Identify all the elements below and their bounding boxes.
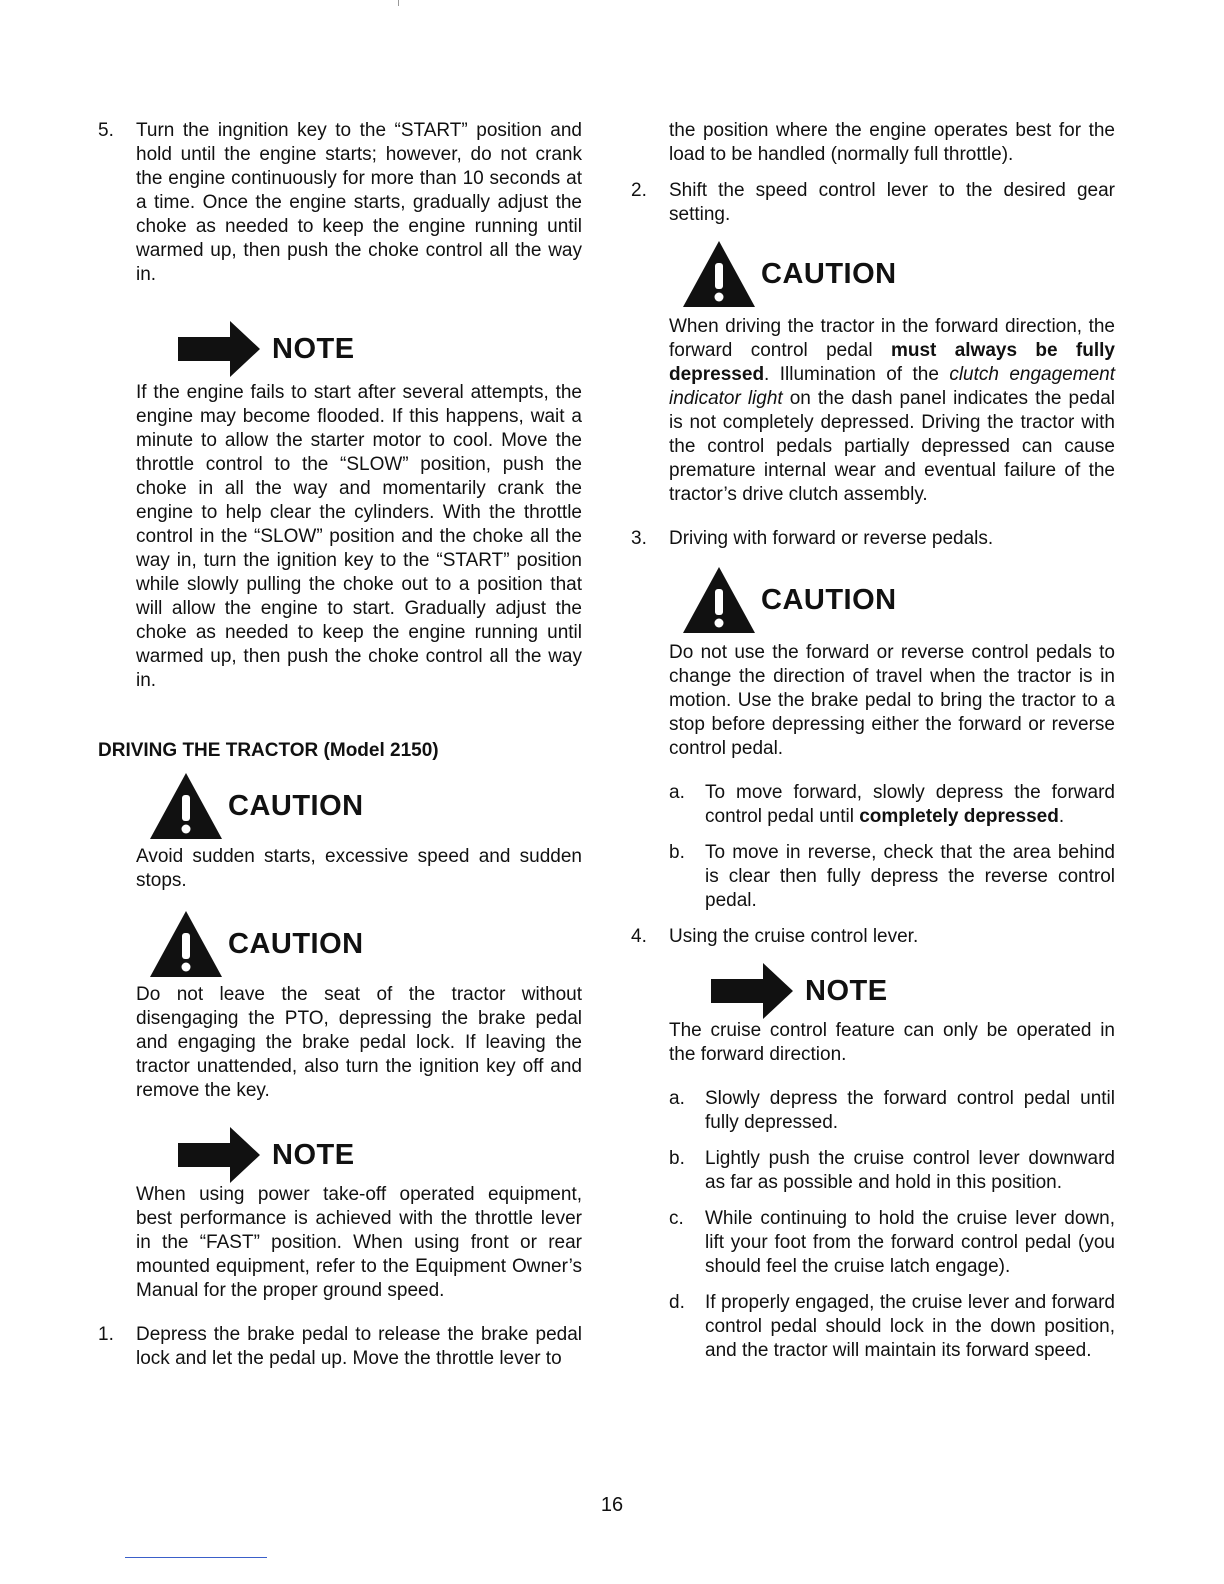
arrow-icon bbox=[178, 1127, 260, 1183]
caution-callout bbox=[683, 241, 1115, 307]
caution-title: CAUTION bbox=[228, 927, 364, 960]
step-text: Shift the speed control lever to the desired gear setting. bbox=[669, 180, 1115, 225]
section-heading: DRIVING THE TRACTOR (Model 2150) bbox=[98, 740, 439, 761]
step-4d bbox=[631, 1291, 1115, 1363]
warning-icon bbox=[150, 911, 222, 977]
caution-text: Do not leave the seat of the tractor without disengaging the PTO, depressing the brake pedal and engaging the brake pedal lock. If leaving the tractor unattended, also turn the ignition key off and remove the key. bbox=[136, 984, 582, 1101]
page-number: 16 bbox=[600, 1494, 624, 1516]
warning-icon bbox=[683, 567, 755, 633]
arrow-icon bbox=[711, 963, 793, 1019]
caution-text: Do not use the forward or reverse control pedals to change the direction of travel when the tractor is in motion. Use the brake pedal to bring the tractor to a stop before depressing either the forward or reverse control pedal. bbox=[669, 642, 1115, 759]
step-3b bbox=[631, 841, 1115, 913]
step-letter: d. bbox=[669, 1292, 685, 1313]
step-number: 5. bbox=[98, 120, 114, 141]
caution-text-bold: must always be fully depressed bbox=[669, 340, 1115, 385]
step-letter: c. bbox=[669, 1208, 684, 1229]
arrow-icon bbox=[178, 321, 260, 377]
caution-text: Avoid sudden starts, excessive speed and sudden stops. bbox=[136, 846, 582, 891]
right-column bbox=[631, 119, 1115, 1363]
step-text-part: To move forward, slowly depress the forward control pedal until bbox=[705, 782, 1115, 827]
step-3a bbox=[631, 781, 1115, 829]
step-letter: b. bbox=[669, 842, 685, 863]
step-4c bbox=[631, 1207, 1115, 1279]
step-text: If properly engaged, the cruise lever and forward control pedal should lock in the down position, and the tractor will maintain its forward speed. bbox=[705, 1292, 1115, 1361]
step-text-bold: completely depressed bbox=[859, 806, 1059, 827]
note-callout bbox=[711, 963, 1115, 1019]
step-number: 3. bbox=[631, 528, 647, 549]
note-title: NOTE bbox=[272, 1138, 355, 1171]
scan-mark bbox=[398, 0, 399, 6]
step-4a bbox=[631, 1087, 1115, 1135]
step-text: Driving with forward or reverse pedals. bbox=[669, 528, 994, 549]
step-text bbox=[705, 781, 1115, 829]
step-text: Lightly push the cruise control lever downward as far as possible and hold in this position. bbox=[705, 1148, 1115, 1193]
step-1 bbox=[98, 1323, 582, 1371]
caution-title: CAUTION bbox=[228, 789, 364, 822]
step-4 bbox=[631, 925, 1115, 949]
note-callout bbox=[178, 321, 582, 377]
caution-text-part: on the dash panel indicates the pedal is not completely depressed. Driving the tractor with the control pedals partially depressed can cause premature internal wear and eventual failure of the tractor’s drive clutch assembly. bbox=[669, 388, 1116, 505]
caution-title: CAUTION bbox=[761, 583, 897, 616]
scan-edge-line bbox=[125, 1557, 267, 1558]
step-text: To move in reverse, check that the area behind is clear then fully depress the reverse control pedal. bbox=[705, 842, 1115, 911]
step-text: While continuing to hold the cruise lever down, lift your foot from the forward control pedal (you should feel the cruise latch engage). bbox=[705, 1208, 1115, 1277]
step-text: Turn the ingnition key to the “START” position and hold until the engine starts; however, do not crank the engine continuously for more than 10 seconds at a time. Once the engine starts, gradually adjust the choke as needed to keep the engine running until warmed up, then push the choke control all the way in. bbox=[136, 120, 582, 285]
warning-icon bbox=[150, 773, 222, 839]
step-5 bbox=[98, 119, 582, 287]
caution-text-part: When driving the tractor in the forward direction, the forward control pedal bbox=[669, 316, 1115, 361]
note-text: If the engine fails to start after several attempts, the engine may become flooded. If this happens, wait a minute to allow the starter motor to cool. Move the throttle control to the “SLOW” position, push the choke in all the way and momentarily crank the engine to help clear the cylinders. With the throttle control in the “SLOW” position and the choke all the way in, turn the ignition key to the “START” position while slowly pulling the choke out to a position that will allow the engine to start. Gradually adjust the choke as needed to keep the engine running until warmed up, then push the choke control all the way in. bbox=[136, 382, 582, 691]
step-letter: a. bbox=[669, 1088, 685, 1109]
step-2 bbox=[631, 179, 1115, 227]
step-letter: b. bbox=[669, 1148, 685, 1169]
caution-callout bbox=[683, 567, 1115, 633]
note-text: When using power take-off operated equipment, best performance is achieved with the throttle lever in the “FAST” position. When using front or rear mounted equipment, refer to the Equipment Owner’s Manual for the proper ground speed. bbox=[136, 1184, 582, 1301]
step-1-continued: the position where the engine operates best for the load to be handled (normally full throttle). bbox=[669, 120, 1115, 165]
step-number: 2. bbox=[631, 180, 647, 201]
step-3 bbox=[631, 527, 1115, 551]
step-text-part: . bbox=[1058, 806, 1065, 827]
note-title: NOTE bbox=[272, 332, 355, 365]
step-4b bbox=[631, 1147, 1115, 1195]
left-column bbox=[98, 119, 582, 1371]
step-letter: a. bbox=[669, 782, 685, 803]
note-callout bbox=[178, 1127, 582, 1183]
step-text: Using the cruise control lever. bbox=[669, 926, 919, 947]
caution-text bbox=[669, 315, 1115, 507]
step-text: Depress the brake pedal to release the brake pedal lock and let the pedal up. Move the throttle lever to bbox=[136, 1324, 582, 1369]
note-title: NOTE bbox=[805, 974, 888, 1007]
caution-text-part: . Illumination of the bbox=[764, 364, 950, 385]
step-text: Slowly depress the forward control pedal until fully depressed. bbox=[705, 1088, 1115, 1133]
caution-title: CAUTION bbox=[761, 257, 897, 290]
caution-callout bbox=[150, 773, 582, 839]
caution-text-italic: clutch engagement indicator light bbox=[669, 364, 1115, 409]
caution-callout bbox=[150, 911, 582, 977]
step-number: 1. bbox=[98, 1324, 114, 1345]
warning-icon bbox=[683, 241, 755, 307]
note-text: The cruise control feature can only be operated in the forward direction. bbox=[669, 1020, 1115, 1065]
step-number: 4. bbox=[631, 926, 647, 947]
